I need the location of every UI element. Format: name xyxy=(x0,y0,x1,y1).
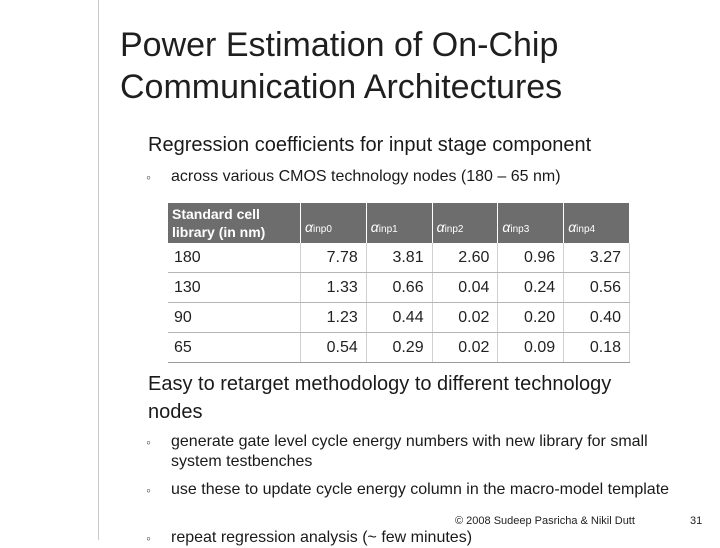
bullet-regression xyxy=(130,131,591,159)
footer-copyright: © 2008 Sudeep Pasricha & Nikil Dutt xyxy=(455,515,635,527)
alpha-symbol: α xyxy=(305,219,313,235)
alpha-symbol: α xyxy=(436,219,445,235)
cell-value: 3.81 xyxy=(366,243,432,272)
cell-value: 0.04 xyxy=(432,272,498,302)
table-header-row xyxy=(168,203,630,243)
cell-value: 2.60 xyxy=(432,243,498,272)
alpha-subscript: inp1 xyxy=(378,224,398,235)
header-alpha-inp4 xyxy=(564,203,630,243)
sub-bullet-icon: ◦ xyxy=(146,434,151,450)
cell-value: 0.24 xyxy=(498,272,564,302)
table-row xyxy=(168,332,630,362)
cell-value: 0.02 xyxy=(432,302,498,332)
table-row xyxy=(168,302,630,332)
alpha-subscript: inp2 xyxy=(444,224,464,235)
sub-bullet-text: repeat regression analysis (~ few minutes) xyxy=(171,529,473,546)
cell-library: 180 xyxy=(168,243,301,272)
slide-title: Power Estimation of On-Chip Communication Architectures xyxy=(120,26,563,106)
cell-library: 90 xyxy=(168,302,301,332)
sub-bullet-repeat xyxy=(146,528,686,548)
sub-bullet-generate xyxy=(146,432,686,472)
cell-value: 0.20 xyxy=(498,302,564,332)
cell-value: 7.78 xyxy=(301,243,367,272)
sub-bullet-update xyxy=(146,480,686,500)
cell-value: 0.02 xyxy=(432,332,498,362)
cell-value: 0.18 xyxy=(564,332,630,362)
cell-value: 0.66 xyxy=(366,272,432,302)
page-number: 31 xyxy=(690,515,703,527)
sub-bullet-text: across various CMOS technology nodes (180 – 65 nm) xyxy=(171,168,561,185)
cell-value: 0.29 xyxy=(366,332,432,362)
alpha-subscript: inp3 xyxy=(510,224,530,235)
cell-value: 0.40 xyxy=(564,302,630,332)
alpha-symbol: α xyxy=(568,219,577,235)
bullet-text: Easy to retarget methodology to different technology nodes xyxy=(148,373,612,423)
cell-value: 0.54 xyxy=(301,332,367,362)
cell-library: 65 xyxy=(168,332,301,362)
sub-bullet-icon: ◦ xyxy=(146,482,151,498)
bullet-retarget xyxy=(130,370,670,426)
bullet-text: Regression coefficients for input stage component xyxy=(148,134,592,156)
sub-bullet-icon: ◦ xyxy=(146,169,151,185)
cell-value: 3.27 xyxy=(564,243,630,272)
sub-bullet-cmos xyxy=(146,167,561,187)
alpha-symbol: α xyxy=(370,219,379,235)
alpha-subscript: inp0 xyxy=(312,224,332,235)
header-alpha-inp2 xyxy=(432,203,498,243)
cell-value: 0.44 xyxy=(366,302,432,332)
table-row xyxy=(168,243,630,272)
header-alpha-inp3 xyxy=(498,203,564,243)
coefficient-table xyxy=(168,203,630,363)
cell-value: 1.33 xyxy=(301,272,367,302)
table-row xyxy=(168,272,630,302)
sub-bullet-text: generate gate level cycle energy numbers with new library for small system testbenches xyxy=(171,433,648,470)
cell-library: 130 xyxy=(168,272,301,302)
cell-value: 0.56 xyxy=(564,272,630,302)
header-alpha-inp0 xyxy=(301,203,367,243)
cell-value: 0.09 xyxy=(498,332,564,362)
header-alpha-inp1 xyxy=(366,203,432,243)
sub-bullet-text: use these to update cycle energy column in the macro-model template xyxy=(171,481,670,498)
alpha-symbol: α xyxy=(502,219,511,235)
header-library: Standard cell library (in nm) xyxy=(168,203,301,243)
sub-bullet-icon: ◦ xyxy=(146,530,151,546)
cell-value: 0.96 xyxy=(498,243,564,272)
left-rule xyxy=(98,0,99,540)
cell-value: 1.23 xyxy=(301,302,367,332)
alpha-subscript: inp4 xyxy=(576,224,596,235)
